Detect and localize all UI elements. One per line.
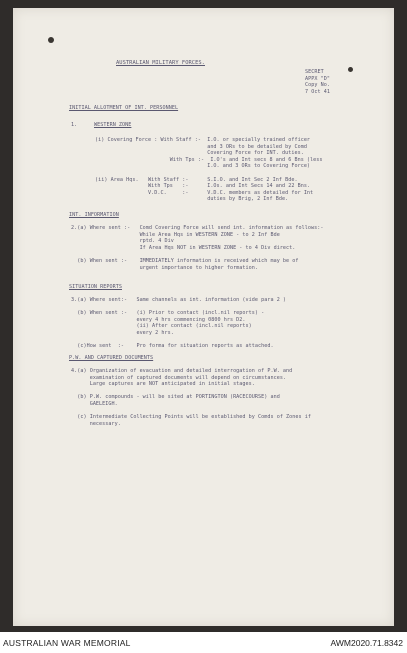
section-1-line: (ii) Area Hqs. With Staff :- S.I.O. and Int Sec 2 Inf Bde.: [95, 176, 298, 183]
section-1-number: 1.: [71, 122, 78, 128]
section-3-line: every 2 hrs.: [71, 330, 174, 336]
document-page: [13, 8, 394, 626]
section-4-line: 4.(a) Organization of evacuation and detailed interrogation of P.W. and: [71, 368, 293, 374]
section-1-line: (i) Covering Force : With Staff :- I.O. or specially trained officer: [95, 137, 311, 143]
section-4-line: necessary.: [71, 420, 121, 427]
classification: SECRET: [305, 69, 324, 75]
section-2-line: urgent importance to higher formation.: [71, 264, 259, 271]
copy-number: Copy No.: [305, 82, 330, 89]
section-1-line: duties by Brig, 2 Inf Bde.: [95, 196, 289, 203]
punch-hole: [348, 67, 353, 72]
section-4-line: examination of captured documents will depend on circumstances.: [71, 374, 287, 381]
document-date: 7 Oct 41: [305, 88, 330, 95]
main-heading: INITIAL ALLOTMENT OF INT. PERSONNEL: [69, 105, 179, 111]
section-4-line: (c) Intermediate Collecting Points will be established by Comds of Zones if: [71, 414, 311, 421]
punch-hole: [48, 37, 54, 43]
section-3-line: (b) When sent :- (i) Prior to contact (incl.nil reports) -: [71, 310, 265, 317]
section-2-line: 2.(a) Where sent :- Comd Covering Force will send int. information as follows:-: [71, 225, 324, 231]
section-1-line: and 3 ORs to be detailed by Comd: [95, 143, 307, 150]
section-3-line: (c)How sent :- Pro forma for situation reports as attached.: [71, 343, 274, 350]
section-2-line: (b) When sent :- IMMEDIATELY information is received which may be of: [71, 258, 299, 264]
section-4-line: Large captures are NOT anticipated in initial stages.: [71, 381, 255, 388]
section-3-line: (ii) After contact (incl.nil reports): [71, 323, 252, 330]
appendix-label: APPX "D": [305, 75, 330, 82]
section-1-line: Covering Force for INT. duties.: [95, 150, 304, 157]
section-1-line: With Tps :- I.O's and Int secs 8 and 6 Bns (less: [95, 156, 323, 163]
section-3-line: every 4 hrs commencing 0800 hrs D2.: [71, 316, 246, 323]
section-3-title: SITUATION REPORTS: [69, 284, 122, 290]
accession-number: AWM2020.71.8342: [330, 638, 403, 648]
section-1-line: With Tps :- I.Os. and Int Secs 14 and 22 Bns.: [95, 183, 311, 190]
section-3-line: 3.(a) Where sent:- Same channels as int. information (vide para 2 ): [71, 297, 287, 303]
section-1-line: I.O. and 3 ORs to Covering Force): [95, 163, 311, 170]
section-1-line: V.D.C. :- V.D.C. members as detailed for Int: [95, 189, 314, 196]
section-1-title: WESTERN ZONE: [94, 122, 132, 128]
section-4-line: GAELEIGH.: [71, 401, 118, 407]
section-2-line: rptd. 4 Div: [71, 238, 174, 245]
section-2-title: INT. INFORMATION: [69, 212, 119, 218]
section-2-line: While Area Hqs in WESTERN ZONE - to 2 Inf Bde: [71, 231, 280, 238]
footer-bar: [0, 632, 407, 653]
document-title: AUSTRALIAN MILITARY FORCES.: [116, 60, 205, 66]
institution-name: AUSTRALIAN WAR MEMORIAL: [3, 638, 131, 648]
section-4-line: (b) P.W. compounds - will be sited at PORTINGTON (RACECOURSE) and: [71, 394, 280, 401]
section-4-title: P.W. AND CAPTURED DOCUMENTS: [69, 355, 154, 361]
section-2-line: If Area Hqs NOT in WESTERN ZONE - to 4 Div direct.: [71, 244, 296, 251]
